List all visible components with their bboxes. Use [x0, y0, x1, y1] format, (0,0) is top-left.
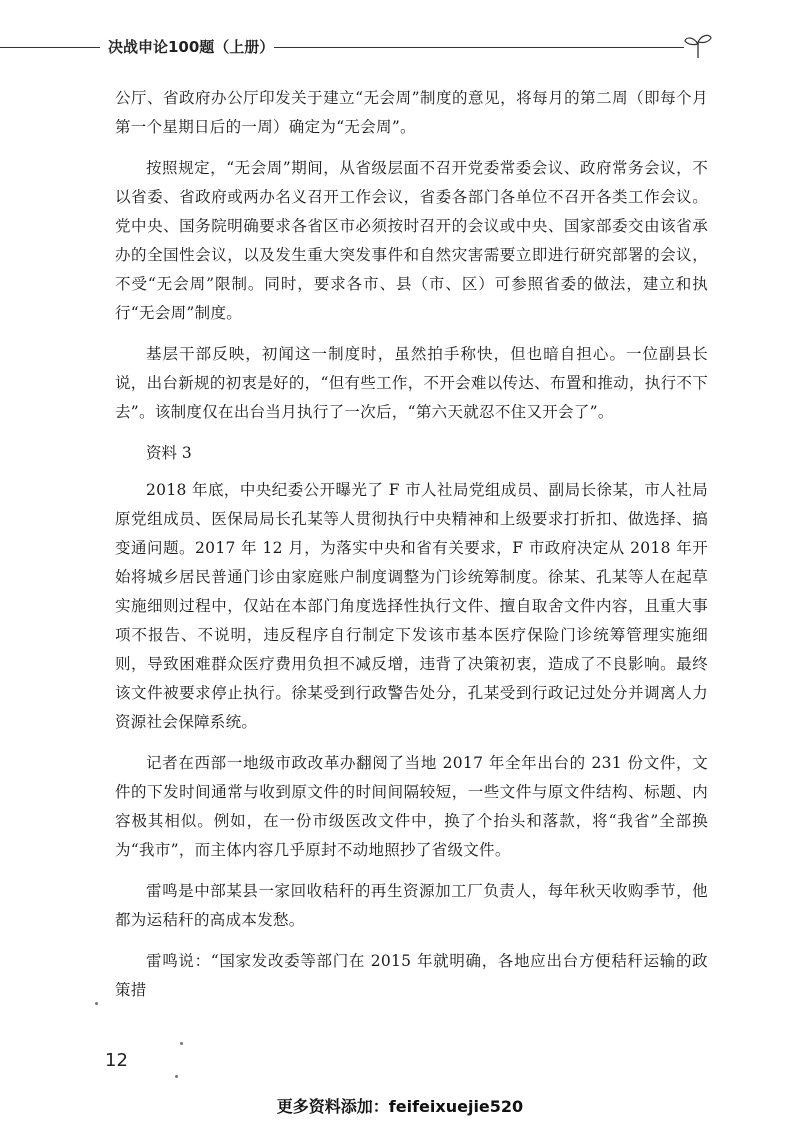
footer-note: 更多资料添加：feifeixuejie520: [276, 1097, 524, 1116]
header-rule-left: [0, 47, 100, 48]
paragraph: 2018 年底，中央纪委公开曝光了 F 市人社局党组成员、副局长徐某，市人社局原党组成员、医保局局长孔某等人贯彻执行中央精神和上级要求打折扣、做选择、搞变通问题。2017 年 12 月，为落实中央和省有关要求，F 市政府决定从 2018 年开始将城乡居民普通门诊由家庭账户制度调整为门诊统筹制度。徐某、孔某等人在起草实施细则过程中，仅站在本部门角度选择性执行文件、擅自取舍文件内容，且重大事项不报告、不说明，违反程序自行制定下发该市基本医疗保险门诊统筹管理实施细则，导致困难群众医疗费用负担不减反增，违背了决策初衷，造成了不良影响。最终该文件被要求停止执行。徐某受到行政警告处分，孔某受到行政记过处分并调离人力资源社会保障系统。: [115, 481, 708, 731]
paragraph: 雷鸣说：“国家发改委等部门在 2015 年就明确，各地应出台方便秸秆运输的政策措: [115, 952, 708, 999]
scan-speck: [175, 1075, 178, 1078]
page-number: 12: [105, 1050, 128, 1071]
page-header: [0, 30, 800, 66]
paragraph: 记者在西部一地级市政改革办翻阅了当地 2017 年全年出台的 231 份文件，文件的下发时间通常与收到原文件的时间间隔较短，一些文件与原文件结构、标题、内容极其相似。例如，在一份市级医改文件中，换了个抬头和落款，将“我省”全部换为“我市”，而主体内容几乎原封不动地照抄了省级文件。: [115, 754, 708, 859]
section-heading: 资料 3: [146, 444, 192, 462]
scan-speck: [180, 1042, 183, 1045]
header-rule-right: [274, 47, 684, 48]
scan-speck: [95, 1002, 98, 1005]
document-body: [115, 84, 708, 1017]
book-title: 决战申论100题（上册）: [108, 38, 275, 56]
paragraph: 公厅、省政府办公厅印发关于建立“无会周”制度的意见，将每月的第二周（即每个月第一个星期日后的一周）确定为“无会周”。: [115, 89, 708, 136]
sprout-icon: [683, 32, 713, 60]
paragraph: 基层干部反映，初闻这一制度时，虽然拍手称快，但也暗自担心。一位副县长说，出台新规的初衷是好的，“但有些工作，不开会难以传达、布置和推动，执行不下去”。该制度仅在出台当月执行了一次后，“第六天就忍不住又开会了”。: [115, 345, 708, 421]
paragraph: 按照规定，“无会周”期间，从省级层面不召开党委常委会议、政府常务会议，不以省委、省政府或两办名义召开工作会议，省委各部门各单位不召开各类工作会议。党中央、国务院明确要求各省区市必须按时召开的会议或中央、国家部委交由该省承办的全国性会议，以及发生重大突发事件和自然灾害需要立即进行研究部署的会议，不受“无会周”限制。同时，要求各市、县（市、区）可参照省委的做法，建立和执行“无会周”制度。: [115, 159, 708, 322]
paragraph: 雷鸣是中部某县一家回收秸秆的再生资源加工厂负责人，每年秋天收购季节，他都为运秸秆的高成本发愁。: [115, 882, 708, 929]
